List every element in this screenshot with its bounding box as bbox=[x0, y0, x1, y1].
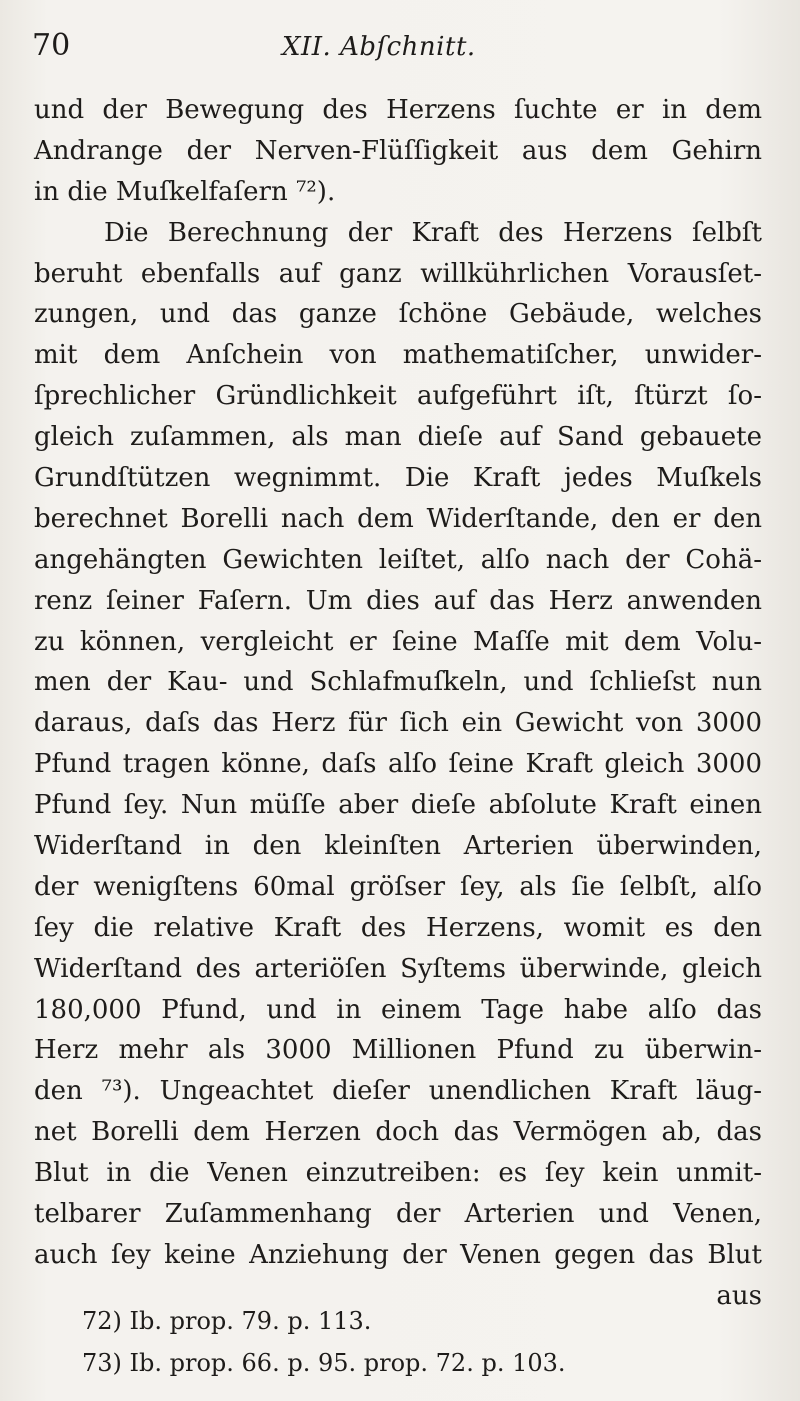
text-line: renz ſeiner Faſern. Um dies auf das Herz anwenden bbox=[34, 585, 762, 616]
text-line: Blut in die Venen einzutreiben: es ſey kein unmit- bbox=[34, 1158, 762, 1189]
text-line: mit dem Anſchein von mathematiſcher, unwider- bbox=[34, 340, 762, 371]
text-line: men der Kau- und Schlafmuſkeln, und ſchlieſst nun bbox=[34, 667, 762, 698]
text-line: telbarer Zuſammenhang der Arterien und Venen, bbox=[34, 1199, 762, 1230]
text-line: Widerſtand des arteriöſen Syſtems überwinde, gleich bbox=[34, 953, 762, 984]
text-line: net Borelli dem Herzen doch das Vermögen ab, das bbox=[34, 1117, 762, 1148]
text-line: zungen, und das ganze ſchöne Gebäude, welches bbox=[34, 299, 762, 330]
body-text bbox=[34, 90, 762, 1317]
footnotes bbox=[82, 1300, 682, 1384]
text-line: der wenigſtens 60mal gröſser ſey, als ſie ſelbſt, alſo bbox=[34, 871, 762, 902]
running-head: XII. Abſchnitt. bbox=[282, 32, 476, 62]
catchword: aus bbox=[716, 1280, 762, 1311]
text-line: zu können, vergleicht er ſeine Maſſe mit dem Volu- bbox=[34, 626, 762, 657]
text-line: daraus, daſs das Herz für ſich ein Gewicht von 3000 bbox=[34, 708, 762, 739]
text-line: berechnet Borelli nach dem Widerſtande, den er den bbox=[34, 503, 762, 534]
text-line: Andrange der Nerven-Flüſſigkeit aus dem Gehirn bbox=[34, 135, 762, 166]
text-line: auch ſey keine Anziehung der Venen gegen das Blut bbox=[34, 1239, 762, 1270]
text-line: Pfund ſey. Nun müſſe aber dieſe abſolute Kraft einen bbox=[34, 790, 762, 821]
text-line: und der Bewegung des Herzens ſuchte er in dem bbox=[34, 95, 762, 125]
text-line: in die Muſkelfaſern ⁷²). bbox=[34, 176, 336, 207]
text-line: Herz mehr als 3000 Millionen Pfund zu überwin- bbox=[34, 1035, 762, 1066]
page-header bbox=[32, 28, 762, 72]
text-line: Widerſtand in den kleinſten Arterien überwinden, bbox=[34, 831, 762, 862]
text-line: ſprechlicher Gründlichkeit aufgeführt iſt, ſtürzt ſo- bbox=[34, 381, 762, 412]
text-line: angehängten Gewichten leiſtet, alſo nach der Cohä- bbox=[34, 544, 762, 575]
text-line: ſey die relative Kraft des Herzens, womit es den bbox=[34, 912, 762, 943]
text-line: Pfund tragen könne, daſs alſo ſeine Kraft gleich 3000 bbox=[34, 749, 762, 780]
text-line: den ⁷³). Ungeachtet dieſer unendlichen Kraft läug- bbox=[34, 1076, 762, 1107]
text-line: Grundſtützen wegnimmt. Die Kraft jedes Muſkels bbox=[34, 463, 762, 494]
text-line: gleich zuſammen, als man dieſe auf Sand gebauete bbox=[34, 422, 762, 453]
text-line: Die Berechnung der Kraft des Herzens ſelbſt bbox=[104, 217, 762, 248]
footnote-73: 73) Ib. prop. 66. p. 95. prop. 72. p. 103. bbox=[82, 1349, 566, 1377]
page-number: 70 bbox=[32, 28, 71, 63]
text-line: beruht ebenfalls auf ganz willkührlichen Vorausſet- bbox=[34, 258, 762, 289]
text-line: 180,000 Pfund, und in einem Tage habe alſo das bbox=[34, 994, 762, 1025]
footnote-72: 72) Ib. prop. 79. p. 113. bbox=[82, 1307, 372, 1335]
